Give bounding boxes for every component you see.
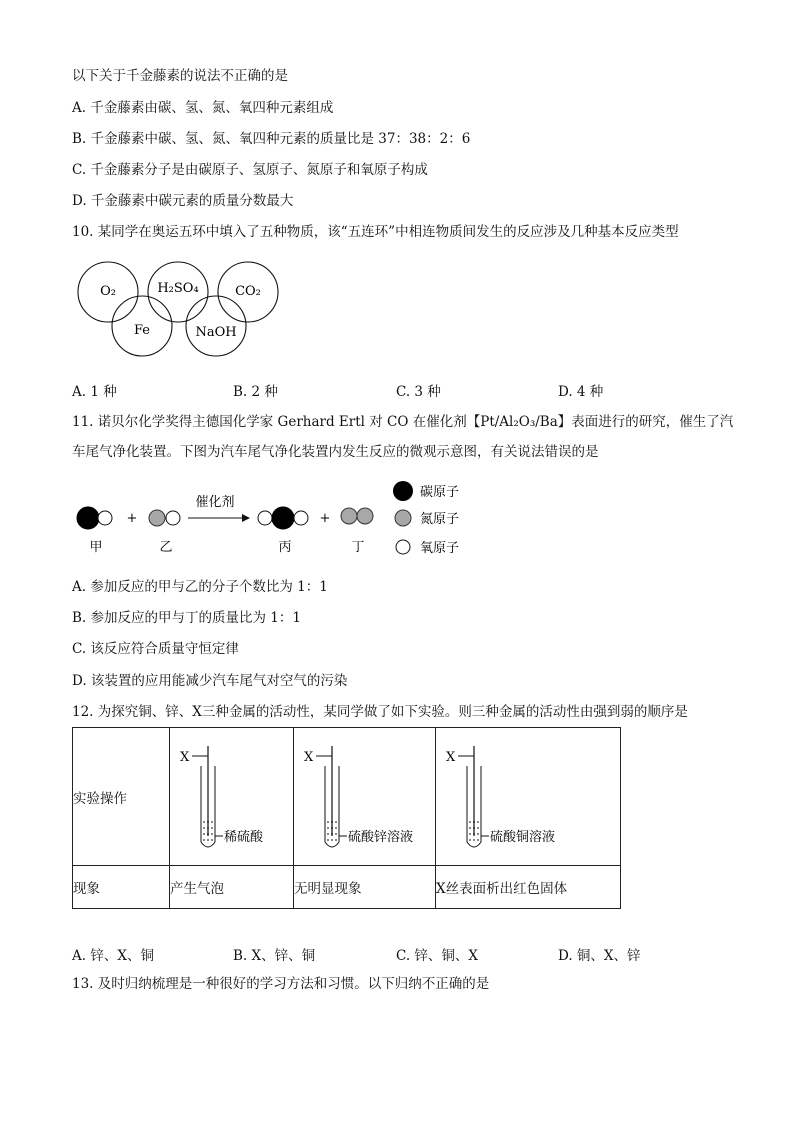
q12-option-a: A. 锌、X、铜 [72,948,154,964]
q12-option-c: C. 锌、铜、X [396,948,479,964]
legend-carbon-label: 碳原子 [420,485,460,500]
phenomenon-cell-2 [294,866,436,909]
test-tube-2 [294,728,435,861]
q9-option-d: D. 千金藤素中碳元素的质量分数最大 [72,193,294,209]
table-row-operation [73,728,621,866]
phenomenon-2: 无明显现象 [294,881,362,897]
phenomenon-1: 产生气泡 [170,881,224,897]
phenomenon-cell-1 [170,866,294,909]
q10-option-a: A. 1 种 [72,384,117,400]
legend-nitrogen-label: 氮原子 [420,512,460,527]
label-jia: 甲 [89,540,103,555]
legend-carbon-icon [393,481,413,501]
phenomenon-cell-3 [436,866,621,909]
olympic-rings-diagram [70,258,290,360]
reaction-micro-diagram [70,476,480,564]
q9-option-c: C. 千金藤素分子是由碳原子、氢原子、氮原子和氧原子构成 [72,162,428,178]
q10-option-d: D. 4 种 [558,384,604,400]
plus-sign-2: + [319,511,331,526]
q13-stem: 13. 及时归纳梳理是一种很好的学习方法和习惯。以下归纳不正确的是 [72,976,490,992]
tube-cell-3 [436,728,621,866]
q11-option-c: C. 该反应符合质量守恒定律 [72,641,239,657]
wire-label-3: X [446,750,456,765]
test-tube-1 [170,728,293,861]
q9-option-b: B. 千金藤素中碳、氢、氮、氧四种元素的质量比是 37：38：2：6 [72,131,471,147]
tube-cell-2 [294,728,436,866]
solution-label-2: 硫酸锌溶液 [348,830,414,845]
molecule-bing [258,507,308,529]
label-bing: 丙 [278,540,292,555]
solution-label-1: 稀硫酸 [224,830,264,845]
plus-sign-1: + [126,511,138,526]
ring-o2-label: O₂ [100,284,116,299]
q11-option-d: D. 该装置的应用能减少汽车尾气对空气的污染 [72,673,348,689]
phenomenon-3: X丝表面析出红色固体 [436,881,568,897]
phenomenon-header: 现象 [73,881,100,897]
solution-label-3: 硫酸铜溶液 [490,830,556,845]
q12-option-d: D. 铜、X、锌 [558,948,641,964]
molecule-yi [149,510,180,526]
q11-stem-line1: 11. 诺贝尔化学奖得主德国化学家 Gerhard Ertl 对 CO 在催化剂【Pt/Al₂O₃/Ba】表面进行的研究，催生了汽 [72,414,734,430]
catalyst-label: 催化剂 [195,495,235,510]
operation-header-cell [73,728,170,866]
ring-co2-label: CO₂ [235,284,261,299]
legend-nitrogen-icon [395,510,411,526]
tube-cell-1 [170,728,294,866]
ring-naoh-label: NaOH [195,325,237,340]
legend-oxygen-icon [396,540,410,554]
phenomenon-header-cell [73,866,170,909]
legend-oxygen-label: 氧原子 [420,541,460,556]
experiment-table [72,727,621,909]
reaction-arrow-head [242,514,250,522]
q11-option-a: A. 参加反应的甲与乙的分子个数比为 1：1 [72,579,328,595]
label-ding: 丁 [351,540,365,555]
table-row-phenomenon [73,866,621,909]
molecule-ding [341,508,373,524]
q10-option-c: C. 3 种 [396,384,441,400]
q10-option-b: B. 2 种 [233,384,278,400]
q11-option-b: B. 参加反应的甲与丁的质量比为 1：1 [72,610,301,626]
molecule-jia [77,507,112,529]
q10-stem: 10. 某同学在奥运五环中填入了五种物质，该“五连环”中相连物质间发生的反应涉及几种基本反应类型 [72,224,679,240]
operation-header: 实验操作 [73,790,127,807]
q12-option-b: B. X、锌、铜 [233,948,316,964]
q12-stem: 12. 为探究铜、锌、X三种金属的活动性，某同学做了如下实验。则三种金属的活动性由强到弱的顺序是 [72,704,688,720]
ring-h2so4-label: H₂SO₄ [157,281,199,296]
ring-fe-label: Fe [133,323,151,338]
test-tube-3 [436,728,620,861]
label-yi: 乙 [159,540,173,555]
wire-label-2: X [304,750,314,765]
q9-option-a: A. 千金藤素由碳、氢、氮、氧四种元素组成 [72,100,334,116]
q11-stem-line2: 车尾气净化装置。下图为汽车尾气净化装置内发生反应的微观示意图，有关说法错误的是 [72,444,599,460]
wire-label-1: X [180,750,190,765]
q9-stem: 以下关于千金藤素的说法不正确的是 [72,68,288,84]
